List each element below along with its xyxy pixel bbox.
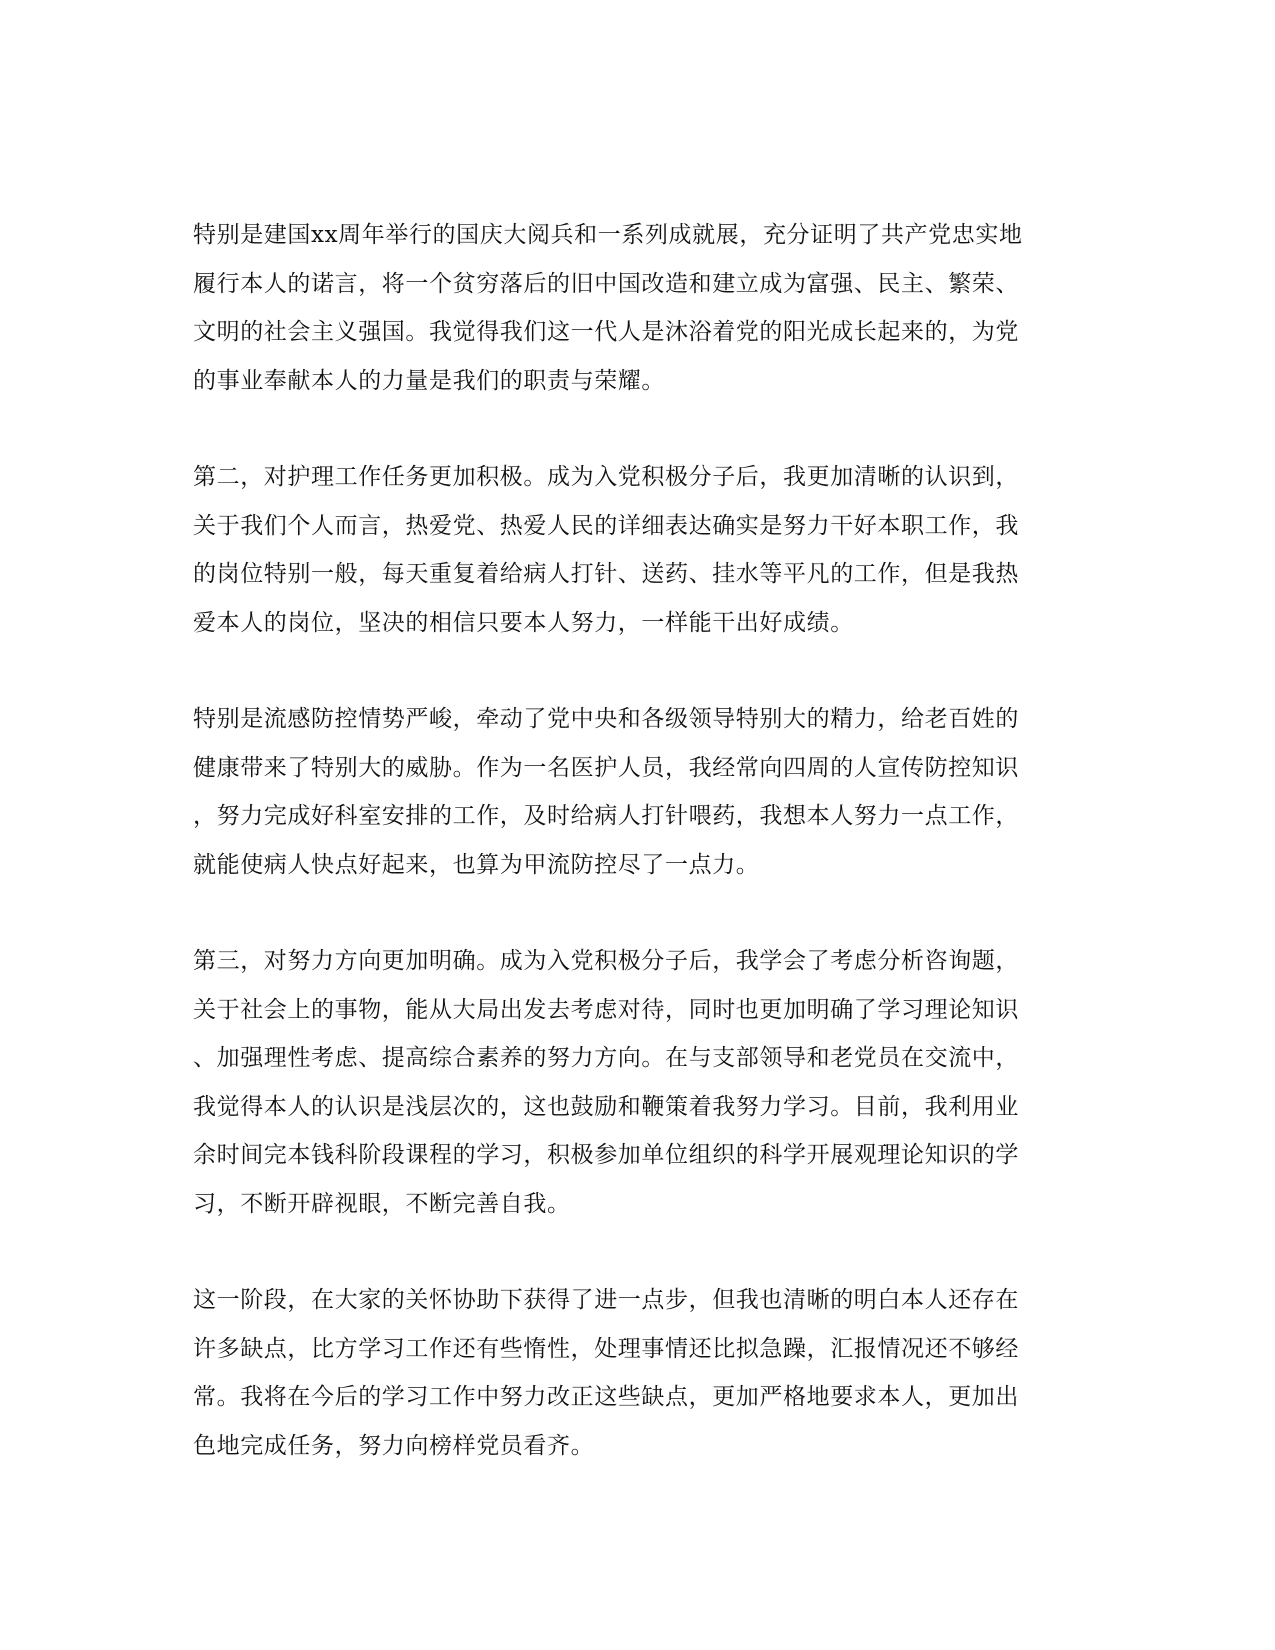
paragraph-5 [193,1276,1073,1470]
paragraph-3 [193,695,1073,889]
paragraph-line: 我觉得本人的认识是浅层次的，这也鼓励和鞭策着我努力学习。目前，我利用业 [193,1093,1019,1120]
paragraph-line: 文明的社会主义强国。我觉得我们这一代人是沐浴着党的阳光成长起来的，为党 [193,319,1019,345]
document-body [193,211,1073,1470]
paragraph-line: 关于社会上的事物，能从大局出发去考虑对待，同时也更加明确了学习理论知识 [193,996,1019,1023]
paragraph-line: 特别是建国xx周年举行的国庆大阅兵和一系列成就展，充分证明了共产党忠实地 [193,222,1023,248]
paragraph-line: 的事业奉献本人的力量是我们的职责与荣耀。 [193,367,665,394]
paragraph-line: 许多缺点，比方学习工作还有些惰性，处理事情还比拟急躁，汇报情况还不够经 [193,1335,1019,1362]
paragraph-line: 就能使病人快点好起来，也算为甲流防控尽了一点力。 [193,851,760,878]
paragraph-line: 爱本人的岗位，坚决的相信只要本人努力，一样能干出好成绩。 [193,609,854,636]
paragraph-line: 色地完成任务，努力向榜样党员看齐。 [193,1432,595,1459]
paragraph-line: 关于我们个人而言，热爱党、热爱人民的详细表达确实是努力干好本职工作，我 [193,512,1019,539]
paragraph-1 [193,211,1073,405]
paragraph-line: 的岗位特别一般，每天重复着给病人打针、送药、挂水等平凡的工作，但是我热 [193,561,1019,587]
paragraph-2 [193,453,1073,647]
paragraph-line: 这一阶段，在大家的关怀协助下获得了进一点步，但我也清晰的明白本人还存在 [193,1287,1019,1313]
paragraph-line: ，努力完成好科室安排的工作，及时给病人打针喂药，我想本人努力一点工作， [193,803,1019,829]
paragraph-line: 第三，对努力方向更加明确。成为入党积极分子后，我学会了考虑分析咨询题， [193,948,1019,974]
paragraph-line: 健康带来了特别大的威胁。作为一名医护人员，我经常向四周的人宣传防控知识 [193,754,1019,781]
paragraph-line: 余时间完本钱科阶段课程的学习，积极参加单位组织的科学开展观理论知识的学 [193,1142,1019,1168]
paragraph-line: 第二，对护理工作任务更加积极。成为入党积极分子后，我更加清晰的认识到， [193,464,1019,490]
paragraph-line: 、加强理性考虑、提高综合素养的努力方向。在与支部领导和老党员在交流中， [193,1045,1019,1071]
paragraph-line: 特别是流感防控情势严峻，牵动了党中央和各级领导特别大的精力，给老百姓的 [193,706,1019,732]
paragraph-line: 习，不断开辟视眼，不断完善自我。 [193,1190,571,1217]
paragraph-line: 履行本人的诺言，将一个贫穷落后的旧中国改造和建立成为富强、民主、繁荣、 [193,270,1019,297]
paragraph-line: 常。我将在今后的学习工作中努力改正这些缺点，更加严格地要求本人，更加出 [193,1384,1019,1410]
paragraph-4 [193,937,1073,1228]
